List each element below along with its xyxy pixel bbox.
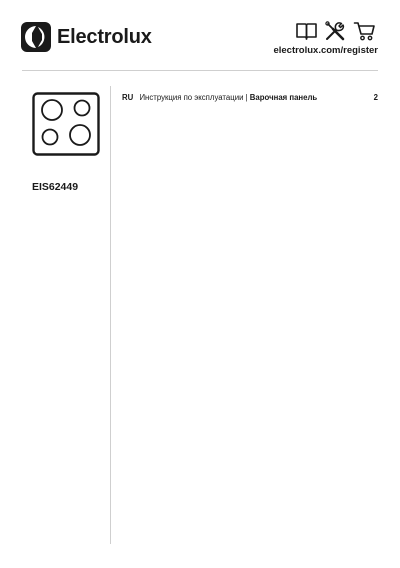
header-icons [295, 20, 376, 42]
electrolux-logo [21, 22, 152, 52]
document-type: Инструкция по эксплуатации | [139, 93, 248, 102]
electrolux-logo-icon [21, 22, 51, 52]
register-link[interactable]: electrolux.com/register [273, 45, 378, 56]
brand-name: Electrolux [57, 26, 152, 48]
product-type: Варочная панель [249, 93, 318, 102]
book-icon[interactable] [295, 20, 318, 42]
document-title [122, 93, 317, 102]
column-divider [110, 86, 111, 544]
shopping-cart-icon[interactable] [353, 20, 376, 42]
page-number: 2 [373, 93, 378, 102]
page-header [0, 0, 400, 72]
induction-hob-icon [32, 92, 100, 156]
model-number: EIS62449 [31, 181, 79, 193]
hob-illustration [32, 92, 100, 161]
language-code: RU [122, 93, 134, 102]
tools-icon[interactable] [324, 20, 347, 42]
header-divider [22, 70, 378, 71]
